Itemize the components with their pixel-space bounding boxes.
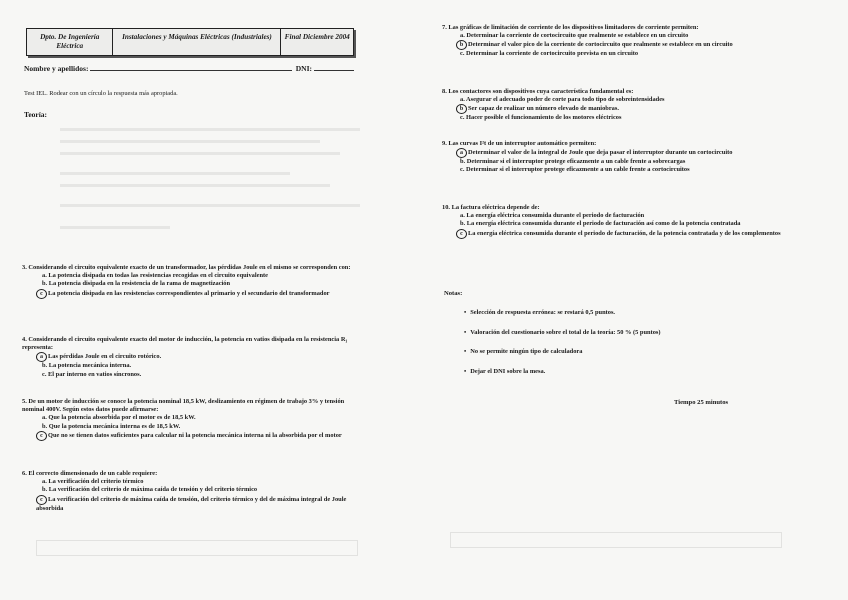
option-text: Ser capaz de realizar un número elevado de maniobras. — [468, 105, 619, 113]
right-column — [440, 0, 835, 600]
name-line — [24, 64, 354, 73]
answer-circle-mark: c — [36, 495, 47, 505]
answer-circle-mark: c — [36, 289, 47, 299]
question-block — [442, 140, 787, 175]
option-circled — [442, 104, 787, 114]
notes-title: Notas: — [444, 290, 463, 297]
option — [442, 158, 787, 166]
option-text: Determinar la corriente de cortocircuito que realmente se establece en un circuito — [466, 32, 689, 40]
header-exam: Final Diciembre 2004 — [284, 33, 350, 41]
option — [442, 32, 787, 40]
header-table — [26, 28, 354, 56]
option-text: La potencia disipada en todas las resistencias recogidas en el circuito equivalente — [48, 272, 268, 280]
dni-underline — [314, 64, 354, 71]
option-circled — [22, 495, 367, 513]
question-block — [442, 204, 787, 239]
option — [442, 96, 787, 104]
option-text: Que la potencia absorbida por el motor es de 18,5 kW. — [48, 414, 196, 422]
bleed-through-line — [60, 140, 320, 143]
option-letter: b. — [460, 220, 467, 228]
option-letter: a. — [42, 272, 49, 280]
option-letter: a. — [42, 478, 49, 486]
question-stem: 4. Considerando el circuito equivalente exacto del motor de inducción, la potencia en vatios disipada en la resistencia R₁ representa: — [22, 336, 348, 352]
option-text: La potencia mecánica interna. — [48, 362, 132, 370]
option-text: Determinar la corriente de cortocircuito prevista en un circuito — [466, 50, 639, 58]
option-circled — [442, 229, 787, 239]
left-column — [20, 0, 420, 600]
option-letter: b. — [42, 280, 49, 288]
bleed-through-line — [60, 204, 360, 207]
option-letter: a. — [460, 212, 467, 220]
option-text: La energía eléctrica consumida durante el periodo de facturación, de la potencia contratada y de los complementos — [468, 229, 781, 237]
test-instruction: Test IEL. Rodear con un círculo la respuesta más apropiada. — [24, 90, 178, 97]
question-stem: 10. La factura eléctrica depende de: — [442, 204, 540, 211]
note-item: • Selección de respuesta errónea: se restará 0,5 puntos. — [464, 309, 615, 316]
bleed-through-line — [60, 172, 290, 175]
answer-circle-mark: a — [456, 148, 467, 158]
name-label: Nombre y apellidos: — [24, 64, 89, 73]
dni-label: DNI: — [295, 64, 312, 73]
option-text: Asegurar el adecuado poder de corte para todo tipo de sobreintensidades — [466, 96, 665, 104]
header-course: Instalaciones y Máquinas Eléctricas (Industriales) — [113, 29, 281, 55]
option-text: La potencia disipada en las resistencias correspondientes al primario y el secundario del transformador — [48, 289, 330, 297]
option-circled — [22, 352, 367, 362]
answer-circle-mark: a — [36, 352, 47, 362]
question-block — [22, 264, 367, 299]
option-text: La energía eléctrica consumida durante el periodo de facturación — [466, 212, 645, 220]
option-letter: b. — [42, 486, 49, 494]
bleed-through-line — [60, 226, 170, 229]
answer-circle-mark: b — [456, 40, 467, 50]
option-letter: c. — [460, 50, 467, 58]
time-limit: Tiempo 25 minutos — [674, 399, 729, 406]
option — [22, 371, 367, 379]
note-item: • Dejar el DNI sobre la mesa. — [464, 368, 545, 375]
bleed-through-box — [450, 532, 782, 548]
option-circled — [442, 40, 787, 50]
option-text: Que no se tienen datos suficientes para calcular ni la potencia mecánica interna ni la absorbida por el motor — [48, 431, 342, 439]
option-letter: a. — [460, 32, 467, 40]
question-stem: 5. De un motor de inducción se conoce la potencia nominal 18,5 kW, deslizamiento en régimen de trabajo 3% y tensión nominal 400V. Según estos datos puede afirmarse: — [22, 398, 345, 414]
note-item: • Valoración del cuestionario sobre el total de la teoría: 50 % (5 puntos) — [464, 329, 661, 336]
option — [442, 220, 787, 228]
option — [22, 280, 367, 288]
answer-circle-mark: c — [456, 229, 467, 239]
question-stem: 6. El correcto dimensionado de un cable requiere: — [22, 470, 158, 477]
option — [442, 166, 787, 174]
option-text: Determinar si el interruptor protege eficazmente a un cable frente a sobrecargas — [466, 158, 686, 166]
option-circled — [22, 289, 367, 299]
option-circled — [22, 431, 367, 441]
option-letter: c. — [460, 114, 467, 122]
option — [22, 423, 367, 431]
option — [442, 114, 787, 122]
option — [442, 212, 787, 220]
option — [442, 50, 787, 58]
option-text: La verificación del criterio de máxima caída de tensión y del criterio térmico — [48, 486, 258, 494]
option-letter: a. — [42, 414, 49, 422]
option-text: Determinar el valor de la integral de Joule que deja pasar el interruptor durante un cortocircuito — [468, 149, 733, 157]
option-letter: b. — [460, 158, 467, 166]
option-text: Que la potencia mecánica interna es de 18,5 kW. — [48, 422, 181, 430]
option — [22, 362, 367, 370]
option-text: Determinar si el interruptor protege eficazmente a un cable frente a cortocircuitos — [466, 166, 690, 174]
question-stem: 7. Las gráficas de limitación de corriente de los dispositivos limitadores de corriente permiten: — [442, 24, 699, 31]
option — [22, 414, 367, 422]
option — [22, 272, 367, 280]
bleed-through-line — [60, 128, 360, 131]
name-underline — [90, 64, 291, 71]
question-block — [22, 398, 367, 441]
option — [22, 478, 367, 486]
question-block — [22, 470, 367, 513]
bleed-through-line — [60, 184, 330, 187]
option-text: La verificación del criterio de máxima caída de tensión, del criterio térmico y del de máxima integral de Joule absorbida — [36, 495, 347, 512]
question-block — [442, 88, 787, 123]
answer-circle-mark: b — [456, 104, 467, 114]
option-letter: c. — [460, 166, 467, 174]
option-text: Determinar el valor pico de la corriente de cortocircuito que realmente se establece en un circuito — [468, 41, 733, 49]
option-letter: b. — [42, 422, 49, 430]
option-circled — [442, 148, 787, 158]
question-block — [22, 336, 367, 379]
option-letter: c. — [42, 370, 49, 378]
option-text: La energía eléctrica consumida durante el periodo de facturación así como de la potencia contratada — [466, 220, 741, 228]
question-stem: 3. Considerando el circuito equivalente exacto de un transformador, las pérdidas Joule en el mismo se corresponden con: — [22, 264, 351, 271]
option-text: La potencia disipada en la resistencia de la rama de magnetización — [48, 280, 231, 288]
section-title: Teoría: — [24, 110, 48, 119]
option-text: Hacer posible el funcionamiento de los motores eléctricos — [466, 114, 622, 122]
header-dept: Dpto. De Ingeniería Eléctrica — [27, 29, 113, 55]
answer-circle-mark: c — [36, 431, 47, 441]
bleed-through-line — [60, 152, 340, 155]
question-stem: 8. Los contactores son dispositivos cuya característica fundamental es: — [442, 88, 634, 95]
option — [22, 486, 367, 494]
option-letter: b. — [42, 362, 49, 370]
option-text: La verificación del criterio térmico — [48, 478, 144, 486]
bleed-through-box — [36, 540, 358, 556]
option-letter: a. — [460, 96, 467, 104]
option-text: El par interno en vatios síncronos. — [48, 370, 142, 378]
question-block — [442, 24, 787, 59]
question-stem: 9. Las curvas I²t de un interruptor automático permiten: — [442, 140, 597, 147]
option-text: Las pérdidas Joule en el circuito rotórico. — [48, 353, 162, 361]
note-item: • No se permite ningún tipo de calculadora — [464, 348, 582, 355]
